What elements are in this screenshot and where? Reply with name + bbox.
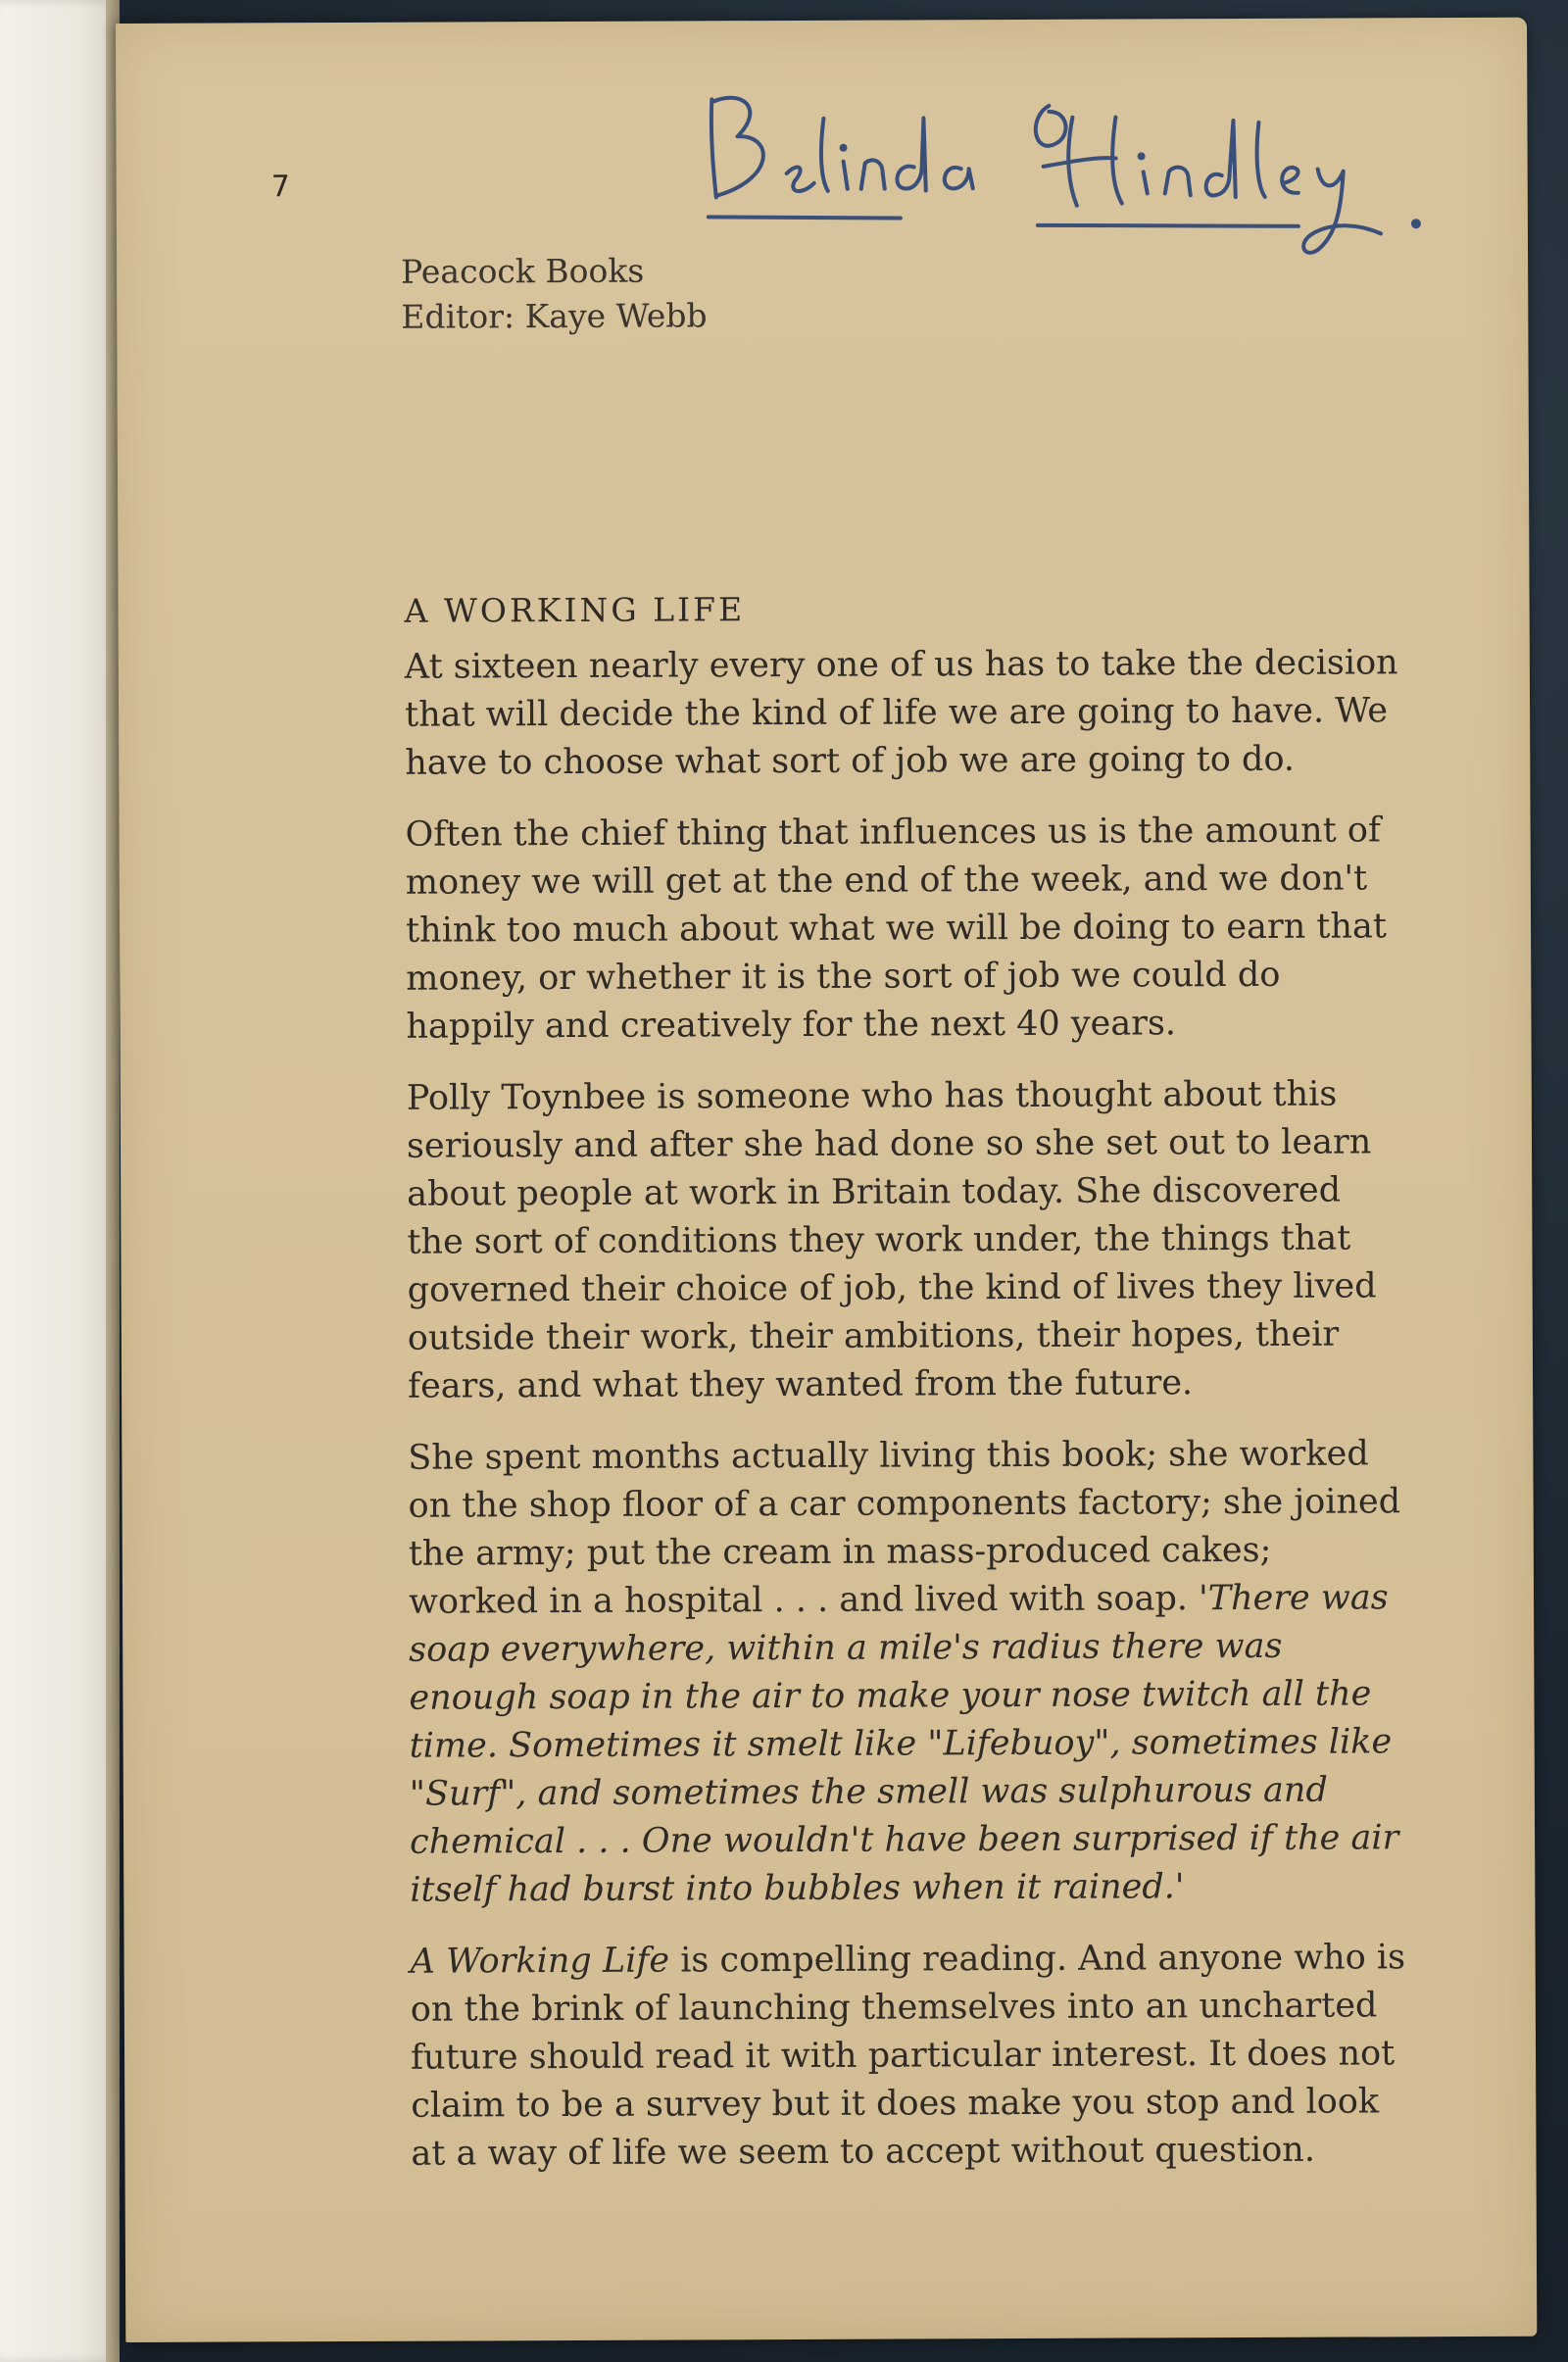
blurb-paragraph: [408, 1430, 1409, 1914]
paragraph-text: She spent months actually living this book; she worked on the shop floor of a car components factory; she joined the army; put the cream in mass-produced cakes; worked in a hospital . . . and lived with soap.: [408, 1434, 1401, 1622]
paragraph-text: is compelling reading. And anyone who is on the brink of launching themselves into an uncharted future should read it with particular interest. It does not claim to be a survey but it does make you stop and look at a way of life we seem to accept without question.: [410, 1938, 1406, 2174]
blurb-paragraph: [405, 639, 1405, 787]
series-name: Peacock Books: [401, 251, 645, 291]
handwritten-signature: [704, 76, 1449, 266]
blurb-heading: A WORKING LIFE: [404, 590, 746, 630]
handwritten-mark: 7: [270, 170, 290, 205]
blurb: [405, 584, 1411, 2201]
editor-credit: Editor: Kaye Webb: [401, 296, 708, 336]
blurb-paragraph: [411, 1934, 1411, 2178]
paragraph-text: At sixteen nearly every one of us has to take the decision that will decide the kind of life we are going to have. We have to choose what sort of job we are going to do.: [404, 643, 1398, 783]
paragraph-text: Often the chief thing that influences us is the amount of money we will get at the end of the week, and we don't think too much about what we will be doing to earn that money, or whether it is the sort of job we could do happily and creatively for the next 40 years.: [405, 811, 1387, 1047]
book-title-reference: A Working Life: [410, 1941, 670, 1982]
soap-quote: 'There was soap everywhere, within a mile's radius there was enough soap in the air to make your nose twitch all the time. Sometimes it smelt like "Lifebuoy", sometimes like "Surf", and sometimes the smell was sulphurous and chemical . . . One wouldn't have been surprised if the air itself had burst into bubbles when it rained.': [409, 1578, 1399, 1910]
left-page-edge: [0, 0, 118, 2362]
book-page: [116, 18, 1537, 2342]
publisher-imprint: [401, 247, 989, 340]
paragraph-text: Polly Toynbee is someone who has thought about this seriously and after she had done so she set out to learn about people at work in Britain today. She discovered the sort of conditions they work under, the things that governed their choice of job, the kind of lives they lived outside their work, their ambitions, their hopes, their fears, and what they wanted from the future.: [406, 1074, 1377, 1406]
blurb-paragraph: [407, 1070, 1407, 1410]
blurb-paragraph: [406, 807, 1406, 1051]
